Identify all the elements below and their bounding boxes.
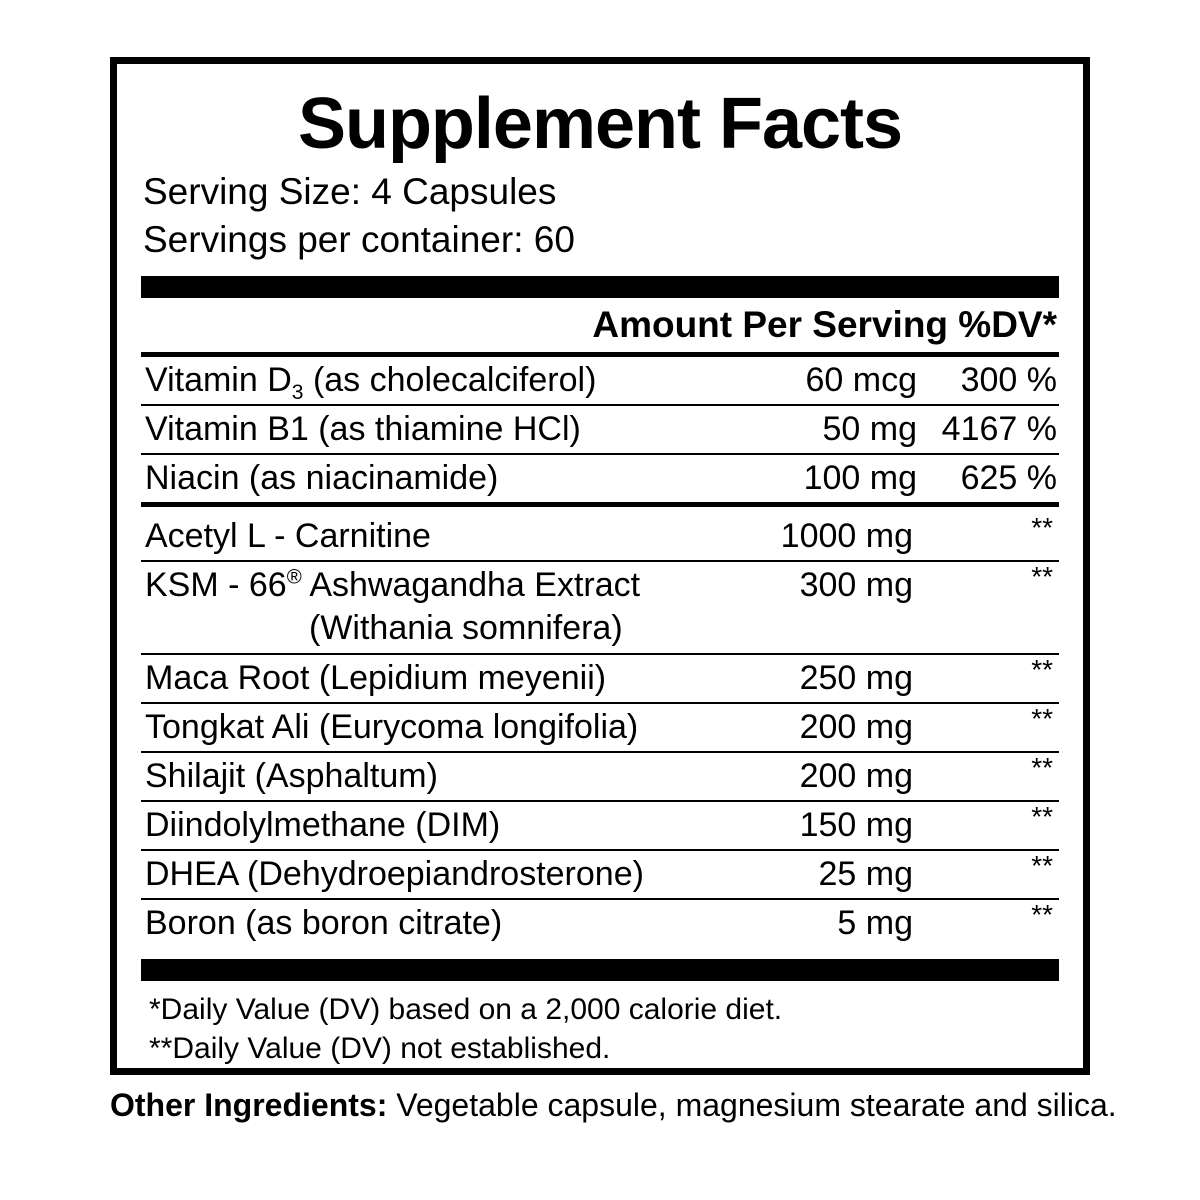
footnote-not-established: **Daily Value (DV) not established.	[149, 1031, 611, 1065]
subscript: 3	[291, 380, 304, 404]
other-ingredients-label: Other Ingredients:	[110, 1087, 388, 1123]
nutrient-amount: 50 mg	[822, 410, 917, 449]
supplement-facts-panel	[110, 57, 1090, 1075]
nutrient-amount: 250 mg	[799, 659, 913, 698]
nutrient-amount: 25 mg	[818, 855, 913, 894]
nutrient-name: Vitamin $D_3$ (as cholecalciferol)	[145, 361, 597, 404]
servings-per-container-text: Servings per container: 60	[143, 219, 575, 261]
nutrient-dv: 4167 %	[941, 410, 1057, 449]
nutrient-dv: **	[1031, 703, 1053, 735]
table-row	[141, 753, 1059, 800]
nutrient-name: Tongkat Ali (Eurycoma longifolia)	[145, 708, 639, 747]
nutrient-amount: 1000 mg	[780, 517, 913, 556]
nutrient-amount: 100 mg	[803, 459, 917, 498]
table-row	[141, 513, 1059, 560]
nutrient-name: DHEA (Dehydroepiandrosterone)	[145, 855, 644, 894]
nutrient-name: Diindolylmethane (DIM)	[145, 806, 501, 845]
table-row	[141, 704, 1059, 751]
nutrient-name: Acetyl L - Carnitine	[145, 517, 431, 556]
nutrient-dv: **	[1031, 512, 1053, 544]
table-row	[141, 406, 1059, 453]
nutrient-dv: **	[1031, 561, 1053, 593]
nutrient-subtext: (Withania somnifera)	[309, 609, 623, 648]
nutrient-amount: 60 mcg	[805, 361, 917, 400]
nutrient-name: Maca Root (Lepidium meyenii)	[145, 659, 607, 698]
nutrient-name: Vitamin B1 (as thiamine HCl)	[145, 410, 581, 449]
nutrient-name: Shilajit (Asphaltum)	[145, 757, 438, 796]
other-ingredients	[110, 1086, 1117, 1124]
nutrient-dv: **	[1031, 654, 1053, 686]
amount-per-serving-header: Amount Per Serving %DV*	[592, 304, 1057, 346]
table-row	[141, 455, 1059, 502]
nutrient-dv: **	[1031, 899, 1053, 931]
table-row	[141, 900, 1059, 947]
nutrient-amount: 300 mg	[799, 566, 913, 605]
page-title: Supplement Facts	[297, 84, 903, 164]
nutrient-amount: 5 mg	[837, 904, 913, 943]
nutrient-dv: **	[1031, 801, 1053, 833]
footnote-daily-value: *Daily Value (DV) based on a 2,000 calorie diet.	[149, 993, 783, 1027]
serving-size-text: Serving Size: 4 Capsules	[143, 171, 557, 212]
nutrient-dv: **	[1031, 850, 1053, 882]
divider-thick-bottom	[141, 959, 1059, 981]
nutrient-amount: 200 mg	[799, 708, 913, 747]
registered-mark: ®	[286, 566, 302, 589]
table-row	[141, 357, 1059, 404]
nutrient-name: KSM - 66® Ashwagandha Extract	[145, 566, 641, 605]
table-row	[141, 655, 1059, 702]
nutrient-dv: **	[1031, 752, 1053, 784]
divider-thick-top	[141, 276, 1059, 298]
nutrient-amount: 200 mg	[799, 757, 913, 796]
nutrient-amount: 150 mg	[799, 806, 913, 845]
table-row	[141, 802, 1059, 849]
table-row	[141, 562, 1059, 609]
nutrient-name: Niacin (as niacinamide)	[145, 459, 499, 498]
nutrient-name: Boron (as boron citrate)	[145, 904, 503, 943]
nutrient-dv: 300 %	[960, 361, 1057, 400]
table-row	[141, 851, 1059, 898]
other-ingredients-text: Vegetable capsule, magnesium stearate and silica.	[387, 1087, 1117, 1123]
nutrient-dv: 625 %	[960, 459, 1057, 498]
